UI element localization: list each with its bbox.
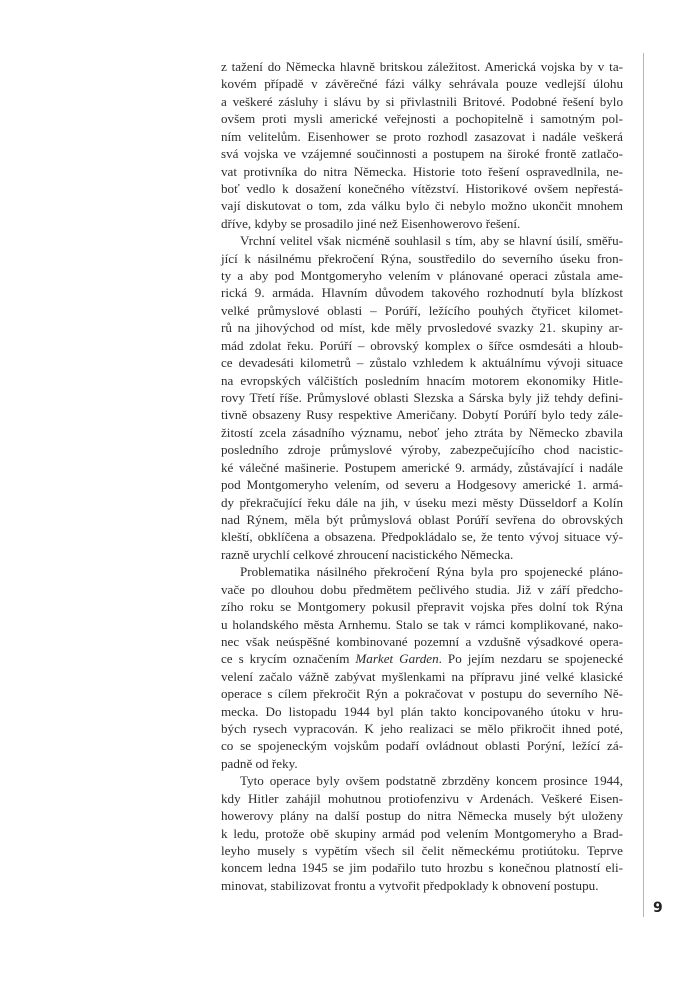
text-line: Tyto operace byly ovšem podstatně zbrzděny koncem prosince 1944, [240, 773, 623, 789]
text-line: nad Rýnem, měla být průmyslová oblast Porúří sevřena do obrovských [221, 511, 623, 527]
text-line: jící k násilnému překročení Rýna, soustředilo do severního úseku fron- [221, 250, 623, 266]
text-line: k ledu, protože obě skupiny armád pod velením Montgomeryho a Brad- [221, 825, 623, 841]
text-line: kdy Hitler zahájil mohutnou protiofenzivu v Ardenách. Veškeré Eisen- [221, 790, 623, 806]
text-line: operace s cílem překročit Rýn a pokračovat v postupu do severního Ně- [221, 686, 623, 702]
text-line: nec však neúspěšné kombinované pozemní a vzdušně výsadkové opera- [221, 633, 623, 649]
text-line [221, 650, 623, 667]
body-text [221, 58, 623, 894]
text-line: mecka. Do listopadu 1944 byl plán takto koncipovaného útoku v hru- [221, 703, 623, 719]
text-line: Problematika násilného překročení Rýna byla pro spojenecké pláno- [240, 564, 623, 580]
text-line: velké průmyslové oblasti – Porúří, ležícího pouhých čtyřicet kilomet- [221, 302, 623, 318]
text-line: posledního zdroje průmyslové výroby, zabezpečujícího chod nacistic- [221, 442, 623, 458]
text-line: razně urychlí celkové zhroucení nacistického Německa. [221, 546, 514, 562]
text-line: rická 9. armáda. Hlavním důvodem takového rozhodnutí byla blízkost [221, 285, 623, 301]
text-line: boť vedlo k dosažení konečného vítězství. Historikové ovšem nepřestá- [221, 180, 623, 196]
text-line: vají diskutovat o tom, zda válku bylo či nebylo možno ukončit mnohem [221, 198, 623, 214]
text-line: tivně obsazeny Rusy respektive Američany. Dobytí Porúří bylo tedy zále- [221, 407, 623, 423]
text-line: ovšem proti mysli americké veřejnosti a pochopitelně i samotným pol- [221, 111, 623, 127]
text-line: a veškeré zásluhy i slávu by si přivlastnili Britové. Podobné řešení bylo [221, 93, 623, 109]
text-line: ké válečné mašinerie. Postupem americké 9. armády, zůstávající i nadále [221, 459, 623, 475]
text-line: padně od řeky. [221, 755, 298, 771]
text-line: Vrchní velitel však nicméně souhlasil s tím, aby se hlavní úsilí, směřu- [240, 233, 623, 249]
text-line: ce devadesáti kilometrů – zůstalo vzhledem k aktuálnímu vývoji situace [221, 355, 623, 371]
text-line: z tažení do Německa hlavně britskou záležitost. Americká vojska by v ta- [221, 59, 623, 74]
text-line: minovat, stabilizovat frontu a vytvořit předpoklady k obnovení postupu. [221, 877, 599, 893]
text-line: mád zdolat řeku. Porúří – obrovský komplex o šířce osmdesáti a hloub- [221, 337, 623, 353]
text-line: rů na jihovýchod od míst, kde měly prvosledové svazky 21. skupiny ar- [221, 320, 623, 336]
margin-rule [643, 53, 644, 917]
paragraph [221, 58, 623, 232]
text-line: kleští, obklíčena a obsazena. Předpokládalo se, že tento vývoj situace vý- [221, 529, 623, 545]
text-segment: ce s krycím označením [221, 651, 356, 667]
text-line: dříve, kdyby se prosadilo jiné než Eisenhowerovo řešení. [221, 215, 521, 231]
paragraph [221, 772, 623, 894]
text-line: žitostí zcela zásadního významu, neboť jeho ztráta by Německo zbavila [221, 424, 623, 440]
text-line: svá vojska ve vzájemné součinnosti a postupem na široké frontě zatlačo- [221, 146, 623, 162]
paragraph [221, 232, 623, 563]
text-line: na evropských válčištích posledním hnacím motorem ekonomiky Hitle- [221, 372, 623, 388]
text-line: howerovy plány na další postup do nitra Německa musely být uloženy [221, 808, 623, 824]
text-line: vat protivníka do nitra Německa. Historie toto řešení ospravedlnila, ne- [221, 163, 623, 179]
text-line: pod Montgomeryho velením, od severu a Hodgesovy americké 1. armá- [221, 477, 623, 493]
operation-name: Market Garden [355, 651, 439, 667]
text-line: ty a aby pod Montgomeryho velením v plánované operaci zůstala ame- [221, 268, 623, 284]
text-line: velení začalo vážně zabývat myšlenkami na přípravu jiné velké klasické [221, 668, 623, 684]
text-line: bých rysech vypracován. K jeho realizaci se mělo přikročit ihned poté, [221, 721, 623, 737]
text-line: zího roku se Montgomery pokusil přepravit vojska přes dolní tok Rýna [221, 599, 623, 615]
page-number: 9 [653, 900, 663, 916]
text-line: leyho musely s vypětím všech sil čelit německému protiútoku. Teprve [221, 842, 623, 858]
text-line: ním velitelům. Eisenhower se proto rozhodl zasazovat i nadále veškerá [221, 128, 623, 144]
text-line: u holandského města Arnhemu. Stalo se tak v rámci komplikované, nako- [221, 616, 623, 632]
text-segment: . Po jejím nezdaru se spojenecké [438, 651, 623, 667]
text-line: kovém případě v závěrečné fázi války sehrávala pouze vedlejší úlohu [221, 76, 623, 92]
text-line: co se spojeneckým vojskům podaří ovládnout oblasti Porýní, ležící zá- [221, 738, 623, 754]
paragraph [221, 563, 623, 772]
text-line: rovy Třetí říše. Průmyslové oblasti Slezska a Sárska byly již tehdy defini- [221, 390, 623, 406]
text-line: vače po dlouhou dobu předmětem pečlivého studia. Již v září předcho- [221, 581, 623, 597]
text-line: dy překračující řeku dále na jih, v úseku mezi městy Düsseldorf a Kolín [221, 494, 623, 510]
text-line: koncem ledna 1945 se jim podařilo tuto hrozbu s konečnou platností eli- [221, 860, 623, 876]
